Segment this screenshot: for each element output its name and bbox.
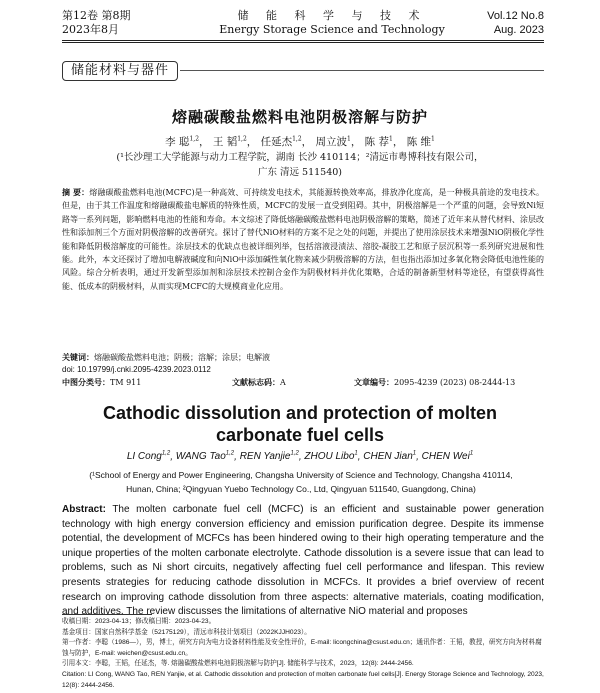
- author-cn: 陈 荐$^1$: [364, 135, 393, 148]
- doi-label: doi:: [62, 365, 75, 374]
- volume-cn: 第12卷 第8期: [62, 9, 131, 22]
- header-center: [212, 9, 452, 37]
- authors-en: LI Cong$^{1,2}$, WANG Tao$^{1,2}$, REN Yanjie$^{1,2}$, ZHOU Libo$^1$, CHEN Jian$^1$, CHEN Wei$^1$: [126, 451, 474, 463]
- author-cn: 王 韬$^{1,2}$: [212, 135, 247, 148]
- doi-link[interactable]: 10.19799/j.cnki.2095-4239.2023.0112: [77, 365, 211, 374]
- abstract-en-text: The molten carbonate fuel cell (MCFC) is an efficient and sustainable power generation technology with high energy conversion efficiency and emission purification degree. Despite its immense potential, the development of MCFCs has been hindered owing to their high operating temperature and the unique properties of the molten carbonate electrolyte. Cathode dissolution is a severe issue that can lead to problems, such as Ni short circuits, negatively affecting fuel cell performance and lifespan. This review presents strategies for reducing cathode dissolution in MCFCs. It provides a brief overview of recent research on improving cathode dissolution from three aspects: alternative materials, coating modification, and additives. The review discusses the limitations of alternative NiO material and proposes: [62, 504, 544, 618]
- header-right: [487, 9, 544, 37]
- affiliation-en-line: Hunan, China; ²Qingyuan Yuebo Technology Co., Ltd, Qingyuan 511540, Guangdong, China): [126, 484, 476, 494]
- article-number: 文章编号： 2095-4239 (2023) 08-2444-13: [354, 378, 516, 387]
- footnote-cite-en: Citation: LI Cong, WANG Tao, REN Yanjie, et al. Cathodic dissolution and protection of molten carbonate fuel cells[J]. Energy Storage Science and Technology, 2023, 12(8): 2444-2456.: [62, 670, 544, 689]
- doi-line: [62, 364, 211, 376]
- affiliation-en-line: (¹School of Energy and Power Engineering, Changsha University of Science and Technology, Changsha 410114,: [89, 470, 513, 480]
- header-rule: [62, 40, 544, 41]
- keywords-text: 熔融碳酸盐燃料电池；阴极；溶解；涂层；电解液: [94, 353, 270, 362]
- journal-name-cn: 储 能 科 学 与 技 术: [237, 9, 427, 22]
- footnote-received: 收稿日期：2023-04-13；修改稿日期：2023-04-23。: [62, 618, 216, 625]
- authors-cn: 李 聪$^{1,2}$， 王 韬$^{1,2}$， 任延杰$^{1,2}$， 周立波$^1$， 陈 荐$^1$， 陈 维$^1$: [165, 135, 435, 148]
- journal-name-en: Energy Storage Science and Technology: [219, 23, 445, 36]
- footnotes: [62, 617, 544, 691]
- author-cn: 任延杰$^{1,2}$: [260, 135, 302, 148]
- author-cn: 陈 维$^1$: [406, 135, 435, 148]
- footnote-cite-cn: 引用本文：李聪，王韬，任延杰，等. 熔融碳酸盐燃料电池阴极溶解与防护[J]. 储能科学与技术，2023，12(8): 2444-2456.: [62, 660, 414, 668]
- abstract-cn: [62, 186, 544, 293]
- title-en-line: carbonate fuel cells: [215, 425, 385, 445]
- clc-code: 中图分类号： TM 911: [62, 378, 142, 387]
- author-en: CHEN Wei$^1$: [421, 451, 474, 463]
- keywords-cn: [62, 352, 544, 364]
- author-en: ZHOU Libo$^1$: [304, 451, 358, 463]
- affiliation-cn-line: (¹长沙理工大学能源与动力工程学院，湖南 长沙 410114；²清远市粤博科技有限公司，: [116, 152, 484, 163]
- abstract-cn-text: 熔融碳酸盐燃料电池(MCFC)是一种高效、可持续发电技术，其能源转换效率高，排放净化度高，是一种极具前途的发电技术。但是，由于其工作温度和熔融碳酸盐电解质的特殊性质，MCFC的发展一直受到阻碍。其中，阴极溶解是一个严重的问题，会导致Ni短路等一系列问题，影响燃料电池的性能和寿命。本文综述了降低熔融碳酸盐燃料电池阴极溶解的策略，简述了近年来从替代材料、涂层改性和添加剂三个方面对阴极溶解的改善研究。探讨了替代NiO材料的方案不足之处的问题，并提出了使用涂层技术来增强NiO阴极化学性能和降低阴极溶解度的可能性。涂层技术的优缺点也被详细列举，包括溶液浸渍法、溶胶-凝胶工艺和原子层沉积等一系列研究进展和性能。此外，本文还探讨了增加电解液碱度和向NiO中添加碱性氧化物来减少阴极溶解的方法，但也指出添加过多氧化物会降低电池性能的风险。综合分析表明，通过开发新型添加剂和涂层技术控制合金作为阴极材料并优化策略，合适的制备新型材料等途径，有望获得高性能、低成本的阴极材料，从而实现MCFC的大规模商业化应用。: [62, 188, 544, 291]
- title-en-line: Cathodic dissolution and protection of molten: [103, 403, 497, 423]
- footnote-funding: 基金项目：国家自然科学基金（52175129），清远市科技计划项目（2022KJJH023）。: [62, 628, 311, 636]
- affiliation-cn: [80, 150, 520, 180]
- author-en: WANG Tao$^{1,2}$: [175, 451, 235, 463]
- author-en: REN Yanjie$^{1,2}$: [239, 451, 299, 463]
- author-cn: 周立波$^1$: [315, 135, 351, 148]
- title-en: [0, 402, 600, 446]
- footnote-rule: [62, 614, 152, 615]
- affiliation-cn-line: 广东 清远 511540): [257, 167, 342, 178]
- author-en: CHEN Jian$^1$: [363, 451, 417, 463]
- running-header: [62, 9, 544, 39]
- author-en: LI Cong$^{1,2}$: [126, 451, 171, 463]
- affiliation-en: [66, 468, 536, 496]
- abstract-cn-label: 摘 要：: [62, 188, 90, 197]
- keywords-label: 关键词：: [62, 353, 94, 362]
- document-code: 文献标志码： A: [232, 378, 286, 387]
- author-cn: 李 聪$^{1,2}$: [165, 135, 200, 148]
- header-left: [62, 9, 131, 37]
- footnote-authors: 第一作者：李聪（1986—），男，博士，研究方向为电力设备材料性能及安全性评价，E-mail: licongchina@csust.edu.cn；通讯作者：王韬，教授，研究方向为材料腐蚀与防护，E-mail: weichen@csust.edu.cn。: [62, 639, 542, 657]
- date-cn: 2023年8月: [62, 23, 119, 36]
- abstract-en-label: Abstract:: [62, 504, 106, 515]
- title-cn: 熔融碳酸盐燃料电池阴极溶解与防护: [171, 108, 428, 126]
- header-rule-double: [62, 42, 544, 43]
- section-rule: [180, 70, 544, 71]
- volume-en: Vol.12 No.8: [487, 10, 544, 22]
- date-en: Aug. 2023: [493, 24, 544, 36]
- section-tag: 储能材料与器件: [62, 61, 178, 81]
- abstract-en: [62, 503, 544, 620]
